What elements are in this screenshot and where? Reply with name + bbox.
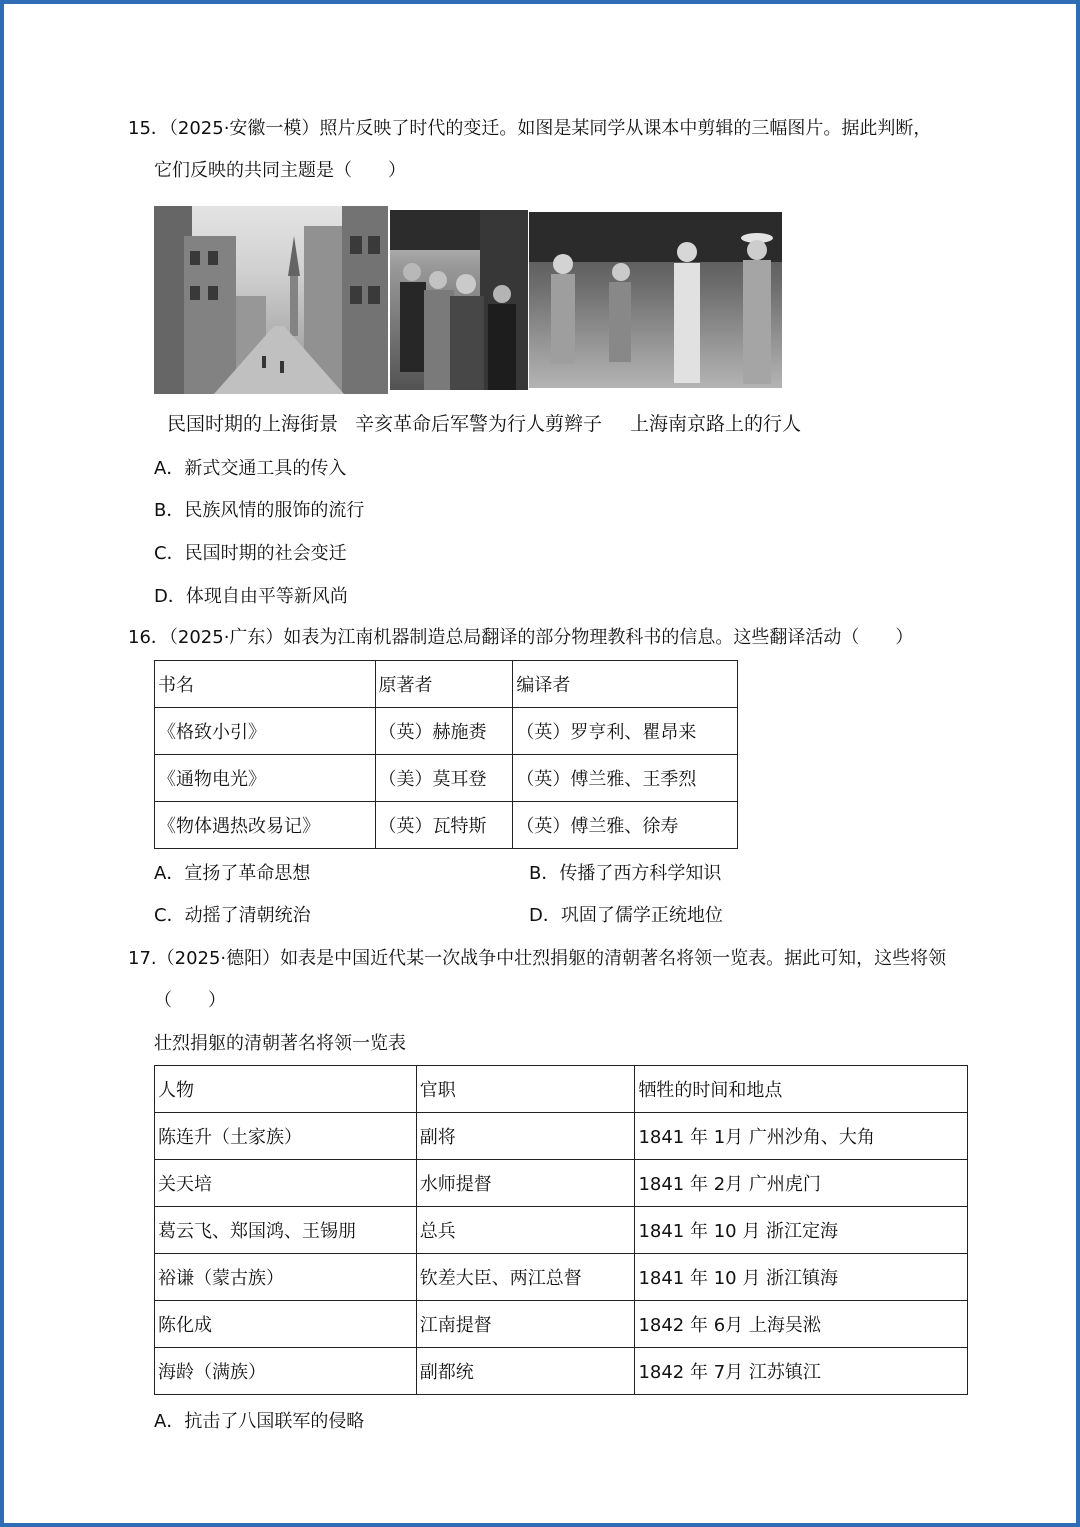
table-cell: 总兵 — [416, 1207, 635, 1254]
table-cell: （美）莫耳登 — [375, 755, 513, 802]
q15-option-a[interactable]: A．新式交通工具的传入 — [154, 458, 347, 479]
table-row — [155, 1301, 968, 1348]
table-row — [155, 755, 738, 802]
table-cell: 1841 年 2月 广州虎门 — [635, 1160, 968, 1207]
table-cell: 海龄（满族） — [155, 1348, 417, 1395]
table-cell: 江南提督 — [416, 1301, 635, 1348]
table-row — [155, 1254, 968, 1301]
table-row — [155, 1207, 968, 1254]
table-header-row — [155, 661, 738, 708]
table-cell: 副都统 — [416, 1348, 635, 1395]
queue-cutting-illustration — [390, 210, 528, 390]
q16-option-b[interactable]: B．传播了西方科学知识 — [529, 863, 722, 884]
table-cell: （英）赫施赉 — [375, 708, 513, 755]
photo-nanjing-road — [529, 212, 782, 388]
table-cell: 《通物电光》 — [155, 755, 376, 802]
q16-option-c[interactable]: C．动摇了清朝统治 — [154, 905, 311, 926]
table-cell: 钦差大臣、两江总督 — [416, 1254, 635, 1301]
q17-option-a[interactable]: A．抗击了八国联军的侵略 — [154, 1411, 365, 1432]
table-header-row — [155, 1066, 968, 1113]
q15-stem-line1: 15．（2025·安徽一模）照片反映了时代的变迁。如图是某同学从课本中剪辑的三幅图片。据此判断， — [128, 118, 932, 139]
q17-stem-line1: 17.（2025·德阳）如表是中国近代某一次战争中壮烈捐躯的清朝著名将领一览表。据此可知，这些将领 — [128, 948, 947, 969]
q15-option-d[interactable]: D．体现自由平等新风尚 — [154, 586, 348, 607]
table-cell: 水师提督 — [416, 1160, 635, 1207]
table-cell: 1841 年 10 月 浙江定海 — [635, 1207, 968, 1254]
table-cell: 《物体遇热改易记》 — [155, 802, 376, 849]
table-header-cell: 官职 — [416, 1066, 635, 1113]
q15-option-c[interactable]: C．民国时期的社会变迁 — [154, 543, 347, 564]
table-cell: 葛云飞、郑国鸿、王锡朋 — [155, 1207, 417, 1254]
table-row — [155, 708, 738, 755]
street-scene-illustration — [154, 206, 388, 394]
q15-stem-line2: 它们反映的共同主题是（ ） — [154, 160, 406, 181]
table-row — [155, 1160, 968, 1207]
q16-option-d[interactable]: D．巩固了儒学正统地位 — [529, 905, 723, 926]
table-cell: 裕谦（蒙古族） — [155, 1254, 417, 1301]
q16-stem-line1: 16．（2025·广东）如表为江南机器制造总局翻译的部分物理教科书的信息。这些翻译活动（ ） — [128, 627, 914, 648]
table-cell: 《格致小引》 — [155, 708, 376, 755]
table-cell: 副将 — [416, 1113, 635, 1160]
caption-photo-2: 辛亥革命后军警为行人剪辫子 — [355, 413, 603, 435]
photo-shanghai-street — [154, 206, 388, 394]
table-cell: 1841 年 10 月 浙江镇海 — [635, 1254, 968, 1301]
table-header-cell: 人物 — [155, 1066, 417, 1113]
table-header-cell: 牺牲的时间和地点 — [635, 1066, 968, 1113]
table-cell: 1842 年 6月 上海吴淞 — [635, 1301, 968, 1348]
table-cell: 1842 年 7月 江苏镇江 — [635, 1348, 968, 1395]
table-cell: 陈化成 — [155, 1301, 417, 1348]
table-cell: 陈连升（土家族） — [155, 1113, 417, 1160]
q17-stem-line2: （ ） — [154, 990, 226, 1011]
q17-table — [154, 1065, 968, 1395]
photo-cutting-queues — [390, 210, 528, 390]
table-cell: （英）傅兰雅、徐寿 — [513, 802, 738, 849]
table-header-cell: 编译者 — [513, 661, 738, 708]
table-header-cell: 书名 — [155, 661, 376, 708]
pedestrians-illustration — [529, 212, 782, 388]
table-cell: （英）瓦特斯 — [375, 802, 513, 849]
table-row — [155, 1348, 968, 1395]
table-cell: 1841 年 1月 广州沙角、大角 — [635, 1113, 968, 1160]
table-header-cell: 原著者 — [375, 661, 513, 708]
q16-option-a[interactable]: A．宣扬了革命思想 — [154, 863, 311, 884]
q17-table-title: 壮烈捐躯的清朝著名将领一览表 — [154, 1033, 406, 1054]
table-row — [155, 802, 738, 849]
q15-option-b[interactable]: B．民族风情的服饰的流行 — [154, 500, 365, 521]
table-cell: （英）罗亨利、瞿昂来 — [513, 708, 738, 755]
caption-photo-1: 民国时期的上海街景 — [167, 413, 339, 435]
table-cell: （英）傅兰雅、王季烈 — [513, 755, 738, 802]
table-cell: 关天培 — [155, 1160, 417, 1207]
q16-table — [154, 660, 738, 849]
caption-photo-3: 上海南京路上的行人 — [630, 413, 802, 435]
table-row — [155, 1113, 968, 1160]
